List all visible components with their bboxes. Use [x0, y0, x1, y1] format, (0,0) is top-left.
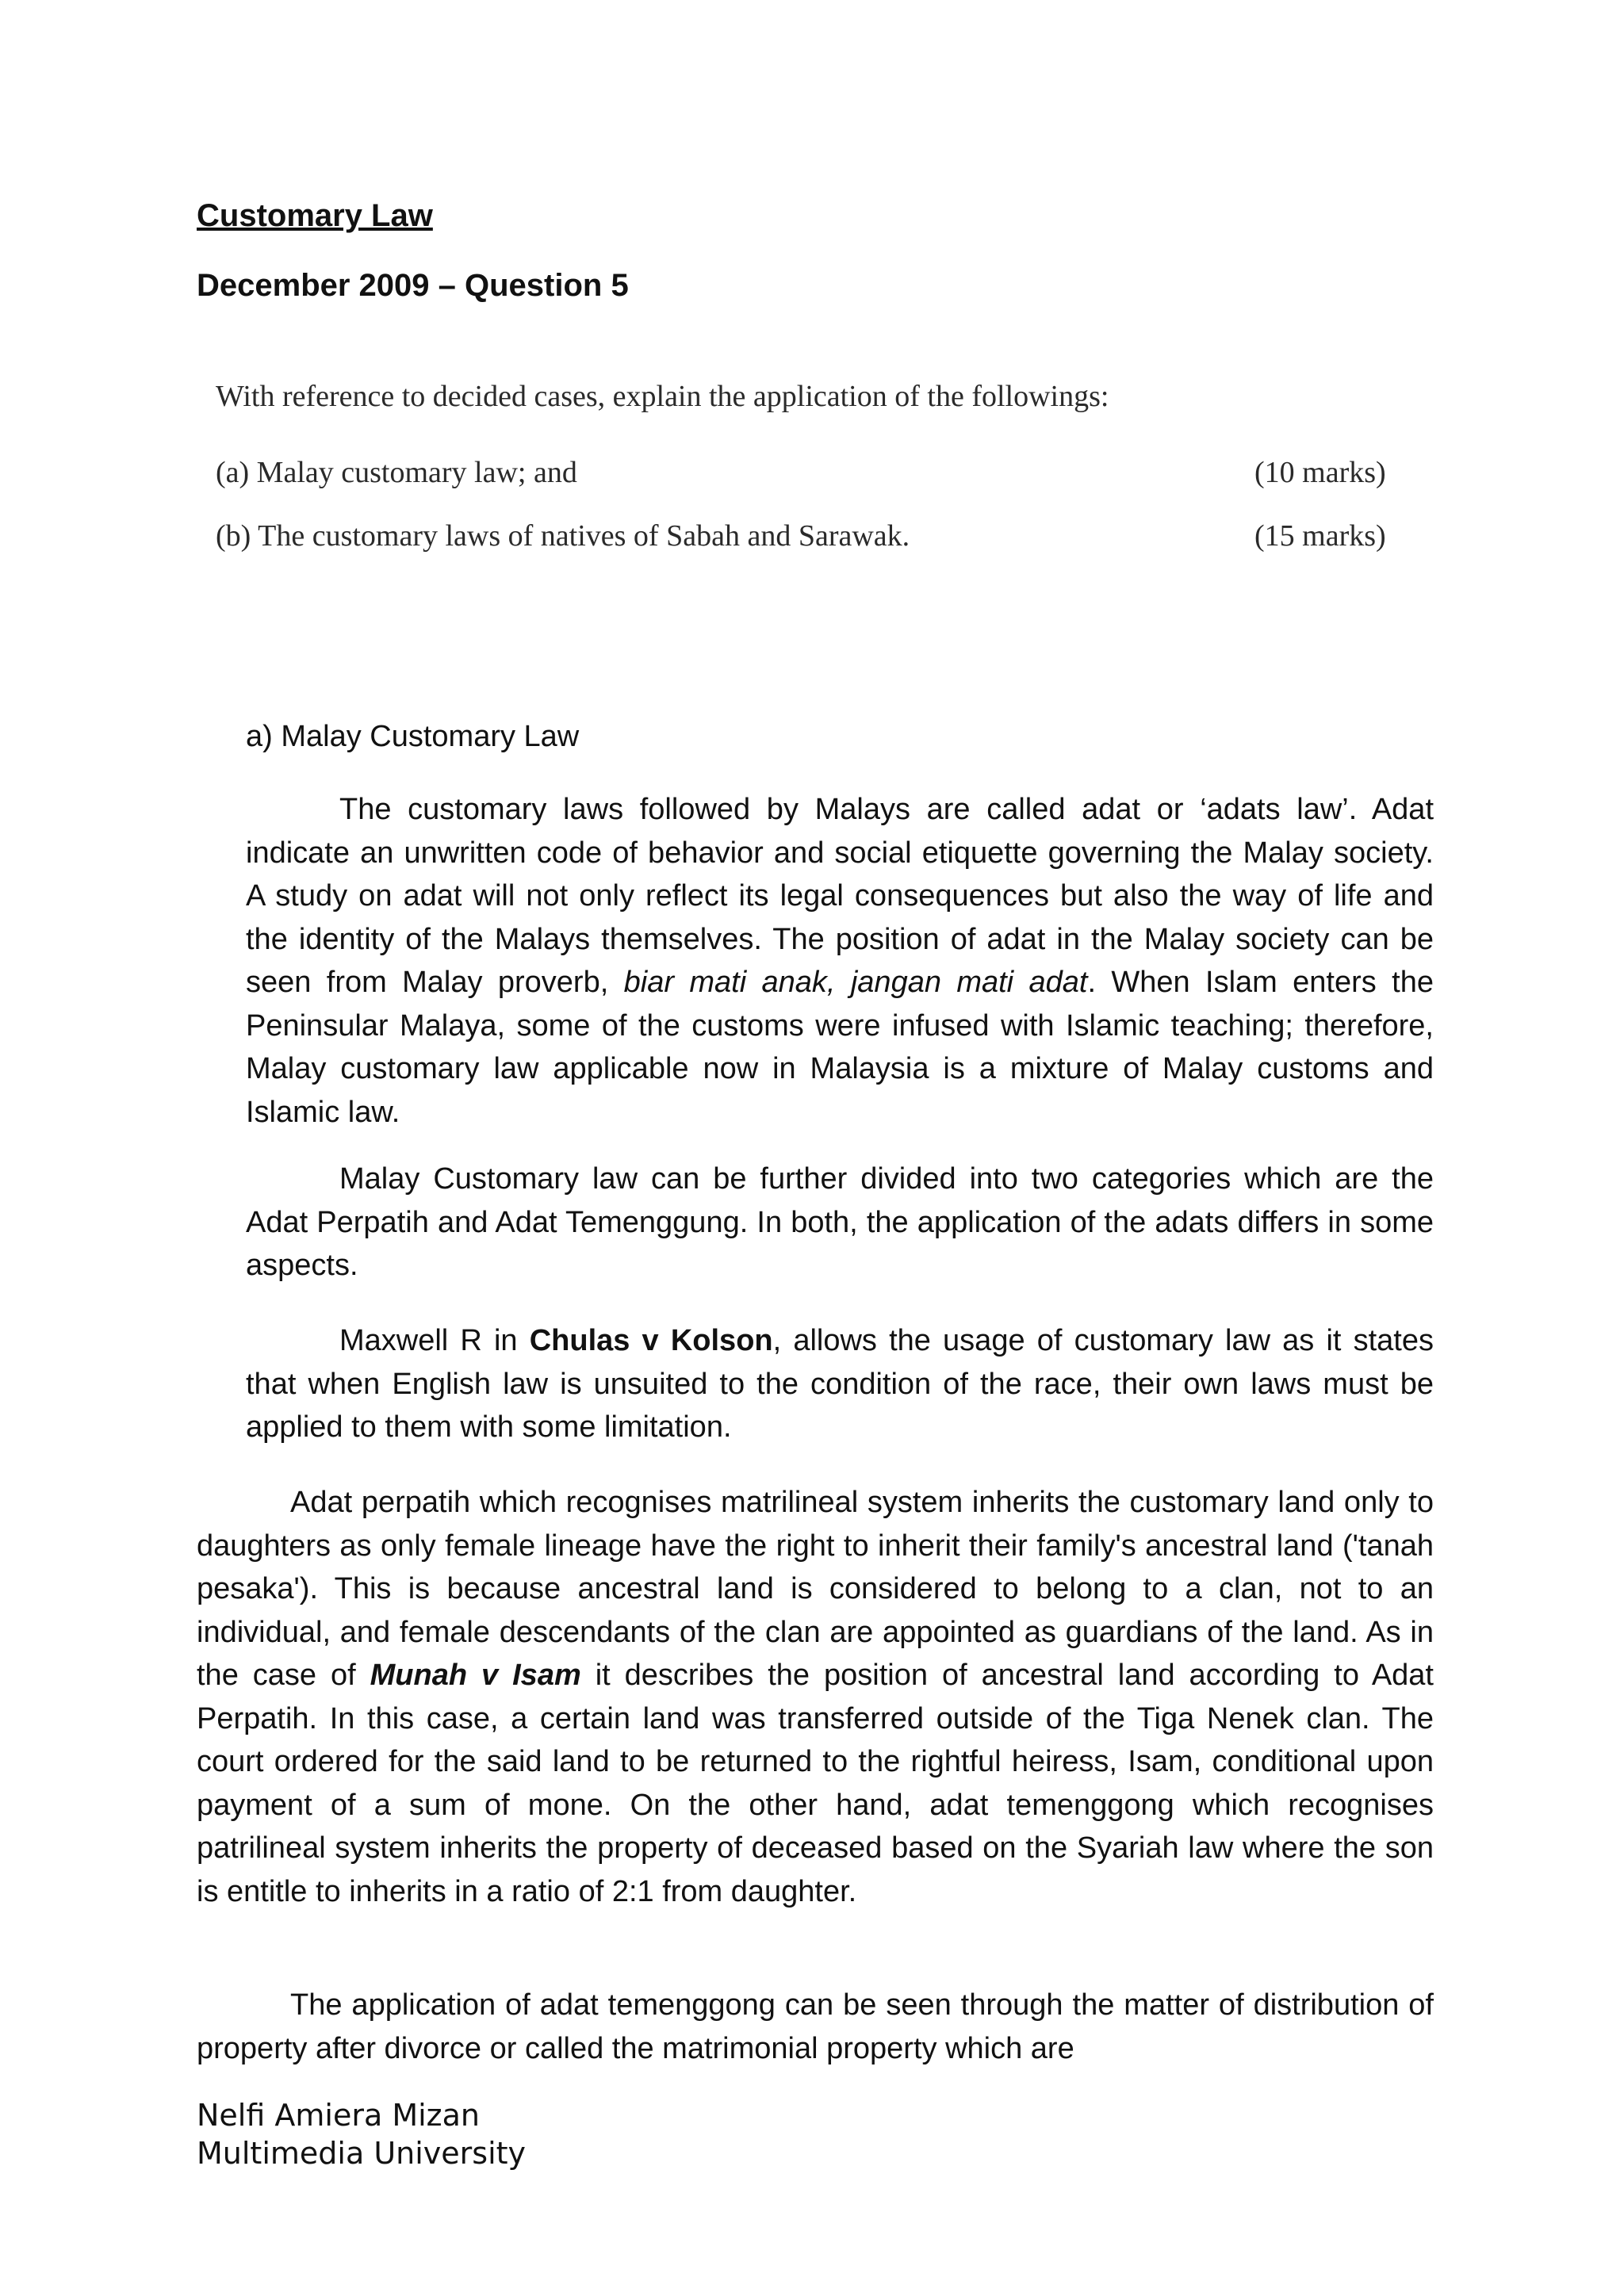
paragraph-text: The application of adat temenggong can be seen through the matter of distribution of property after divorce or called the matrimonial property which are	[197, 1988, 1434, 2065]
case-name-chulas: Chulas v Kolson	[529, 1324, 773, 1357]
paragraph-text: Maxwell R in	[339, 1324, 530, 1357]
question-item-b	[216, 519, 1405, 553]
paragraph-text: Malay Customary law can be further divided into two categories which are the Adat Perpatih and Adat Temenggung. In both, the application of the adats differs in some aspects.	[246, 1162, 1434, 1282]
document-subtitle: December 2009 – Question 5	[197, 268, 629, 303]
paragraph-text: it describes the position of ancestral land according to Adat Perpatih. In this case, a certain land was transferred outside of the Tiga Nenek clan. The court ordered for the said land to be returned to the rightful heiress, Isam, conditional upon payment of a sum of mone. On the other hand, adat temenggong which recognises patrilineal system inherits the property of deceased based on the Syariah law where the son is entitle to inherits in a ratio of 2:1 from daughter.	[197, 1659, 1434, 1908]
paragraph-4	[197, 1481, 1434, 1913]
question-item-marks: (10 marks)	[1254, 456, 1386, 489]
malay-proverb: biar mati anak, jangan mati adat	[623, 966, 1088, 999]
case-name-munah: Munah v Isam	[370, 1659, 581, 1692]
paragraph-text: , allows the usage of customary law as it states that when English law is unsuited to the condition of the race, their own laws must be applied to them with some limitation.	[246, 1324, 1434, 1444]
paragraph-text: The customary laws followed by Malays are called adat or ‘adats law’. Adat indicate an unwritten code of behavior and social etiquette governing the Malay society. A study on adat will not only reflect its legal consequences but also the way of life and the identity of the Malays themselves. The position of adat in the Malay society can be seen from Malay proverb,	[246, 793, 1434, 999]
section-a-heading: a) Malay Customary Law	[246, 720, 580, 753]
paragraph-2	[246, 1158, 1434, 1288]
paragraph-3	[246, 1319, 1434, 1449]
document-title: Customary Law	[197, 198, 433, 233]
question-item-marks: (15 marks)	[1254, 519, 1386, 553]
page-footer	[197, 2096, 526, 2172]
question-prompt: With reference to decided cases, explain the application of the followings:	[216, 380, 1109, 413]
question-item-label: (a) Malay customary law; and	[216, 456, 577, 489]
author-name: Nelfi Amiera Mizan	[197, 2098, 480, 2133]
question-item-a	[216, 455, 1405, 490]
paragraph-5	[197, 1984, 1434, 2070]
paragraph-1	[246, 788, 1434, 1134]
paragraph-text: Adat perpatih which recognises matrilineal system inherits the customary land only to daughters as only female lineage have the right to inherit their family's ancestral land ('tanah pesaka'). This is because ancestral land is considered to belong to a clan, not to an individual, and female descendants of the clan are appointed as guardians of the land. As in the case of	[197, 1486, 1434, 1692]
paragraph-text: . When Islam enters the Peninsular Malaya, some of the customs were infused with Islamic teaching; therefore, Malay customary law applicable now in Malaysia is a mixture of Malay customs and Islamic law.	[246, 966, 1434, 1129]
question-box	[216, 379, 1405, 553]
question-item-label: (b) The customary laws of natives of Sabah and Sarawak.	[216, 519, 910, 553]
institution-name: Multimedia University	[197, 2136, 527, 2171]
